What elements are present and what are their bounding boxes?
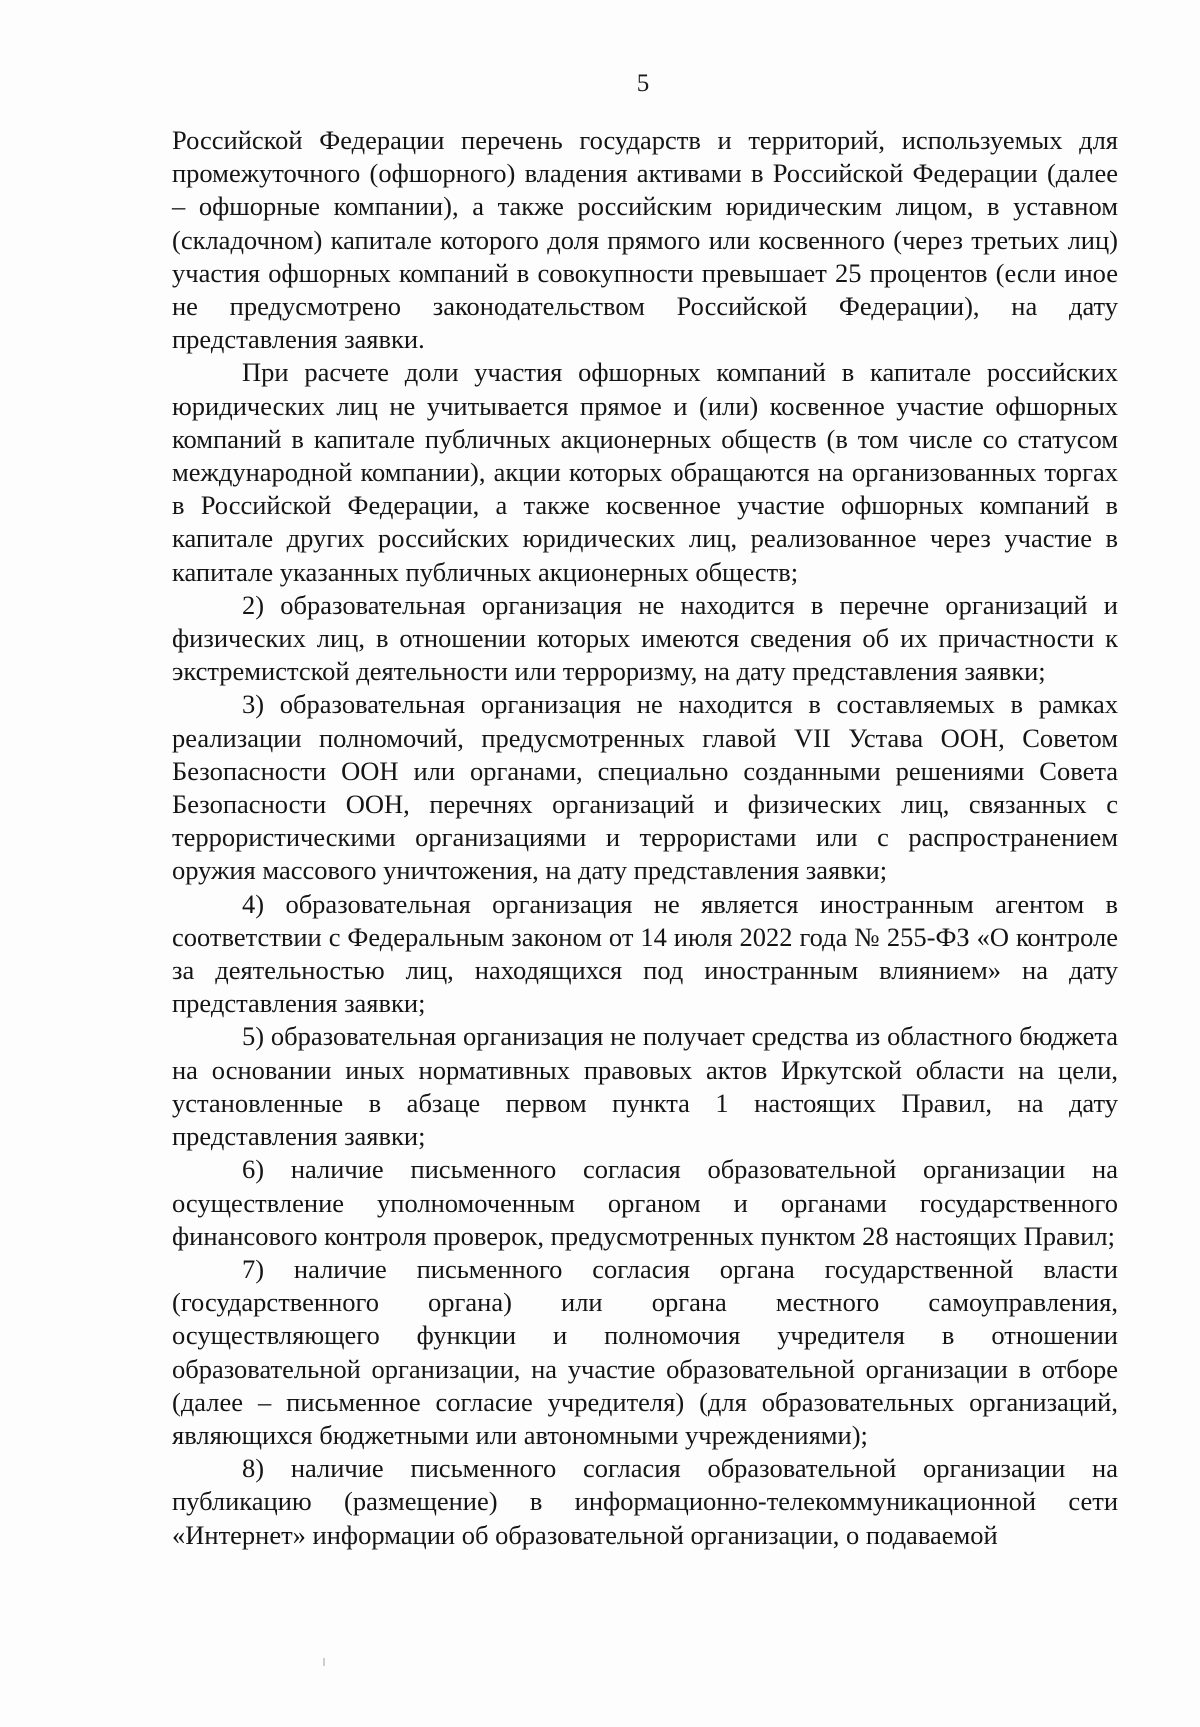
paragraph-item-4: 4) образовательная организация не является иностранным агентом в соответствии с Федеральным законом от 14 июля 2022 года № 255-ФЗ «О контроле за деятельностью лиц, находящихся под иностранным влиянием» на дату представления заявки; (172, 888, 1118, 1019)
paragraph-item-8: 8) наличие письменного согласия образовательной организации на публикацию (размещение) в информационно-телекоммуникационной сети «Интернет» информации об образовательной организации, о подаваемой (172, 1453, 1118, 1550)
paragraph-item-6: 6) наличие письменного согласия образовательной организации на осуществление уполномоченным органом и органами государственного финансового контроля проверок, предусмотренных пунктом 28 настоящих Правил; (172, 1154, 1118, 1251)
paragraph-item-2: 2) образовательная организация не находится в перечне организаций и физических лиц, в отношении которых имеются сведения об их причастности к экстремистской деятельности или терроризму, на дату представления заявки; (172, 589, 1118, 687)
scan-speck (323, 1658, 325, 1666)
paragraph-item-3: 3) образовательная организация не находится в составляемых в рамках реализации полномочий, предусмотренных главой VII Устава ООН, Советом Безопасности ООН или органами, специально созданными решениями Совета Безопасности ООН, перечнях организаций и физических лиц, связанных с террористическими организациями и террористами или с распространением оружия массового уничтожения, на дату представления заявки; (172, 689, 1118, 886)
paragraph-item-5: 5) образовательная организация не получает средства из областного бюджета на основании иных нормативных правовых актов Иркутской области на цели, установленные в абзаце первом пункта 1 настоящих Правил, на дату представления заявки; (172, 1021, 1118, 1152)
paragraph-item-7: 7) наличие письменного согласия органа государственной власти (государственного органа) или органа местного самоуправления, осуществляющего функции и полномочия учредителя в отношении образовательной организации, на участие образовательной организации в отборе (далее – письменное согласие учредителя) (для образовательных организаций, являющихся бюджетными или автономными учреждениями); (172, 1253, 1118, 1450)
document-body (172, 124, 1118, 1552)
page-number: 5 (636, 70, 650, 97)
paragraph-continuation: Российской Федерации перечень государств и территорий, используемых для промежуточного (офшорного) владения активами в Российской Федерации (далее – офшорные компании), а также российским юридическим лицом, в уставном (складочном) капитале которого доля прямого или косвенного (через третьих лиц) участия офшорных компаний в совокупности превышает 25 процентов (если иное не предусмотрено законодательством Российской Федерации), на дату представления заявки. (172, 125, 1118, 355)
paragraph-offshore-share: При расчете доли участия офшорных компаний в капитале российских юридических лиц не учитывается прямое и (или) косвенное участие офшорных компаний в капитале публичных акционерных обществ (в том числе со статусом международной компании), акции которых обращаются на организованных торгах в Российской Федерации, а также косвенное участие офшорных компаний в капитале других российских юридических лиц, реализованное через участие в капитале указанных публичных акционерных обществ; (172, 357, 1118, 587)
